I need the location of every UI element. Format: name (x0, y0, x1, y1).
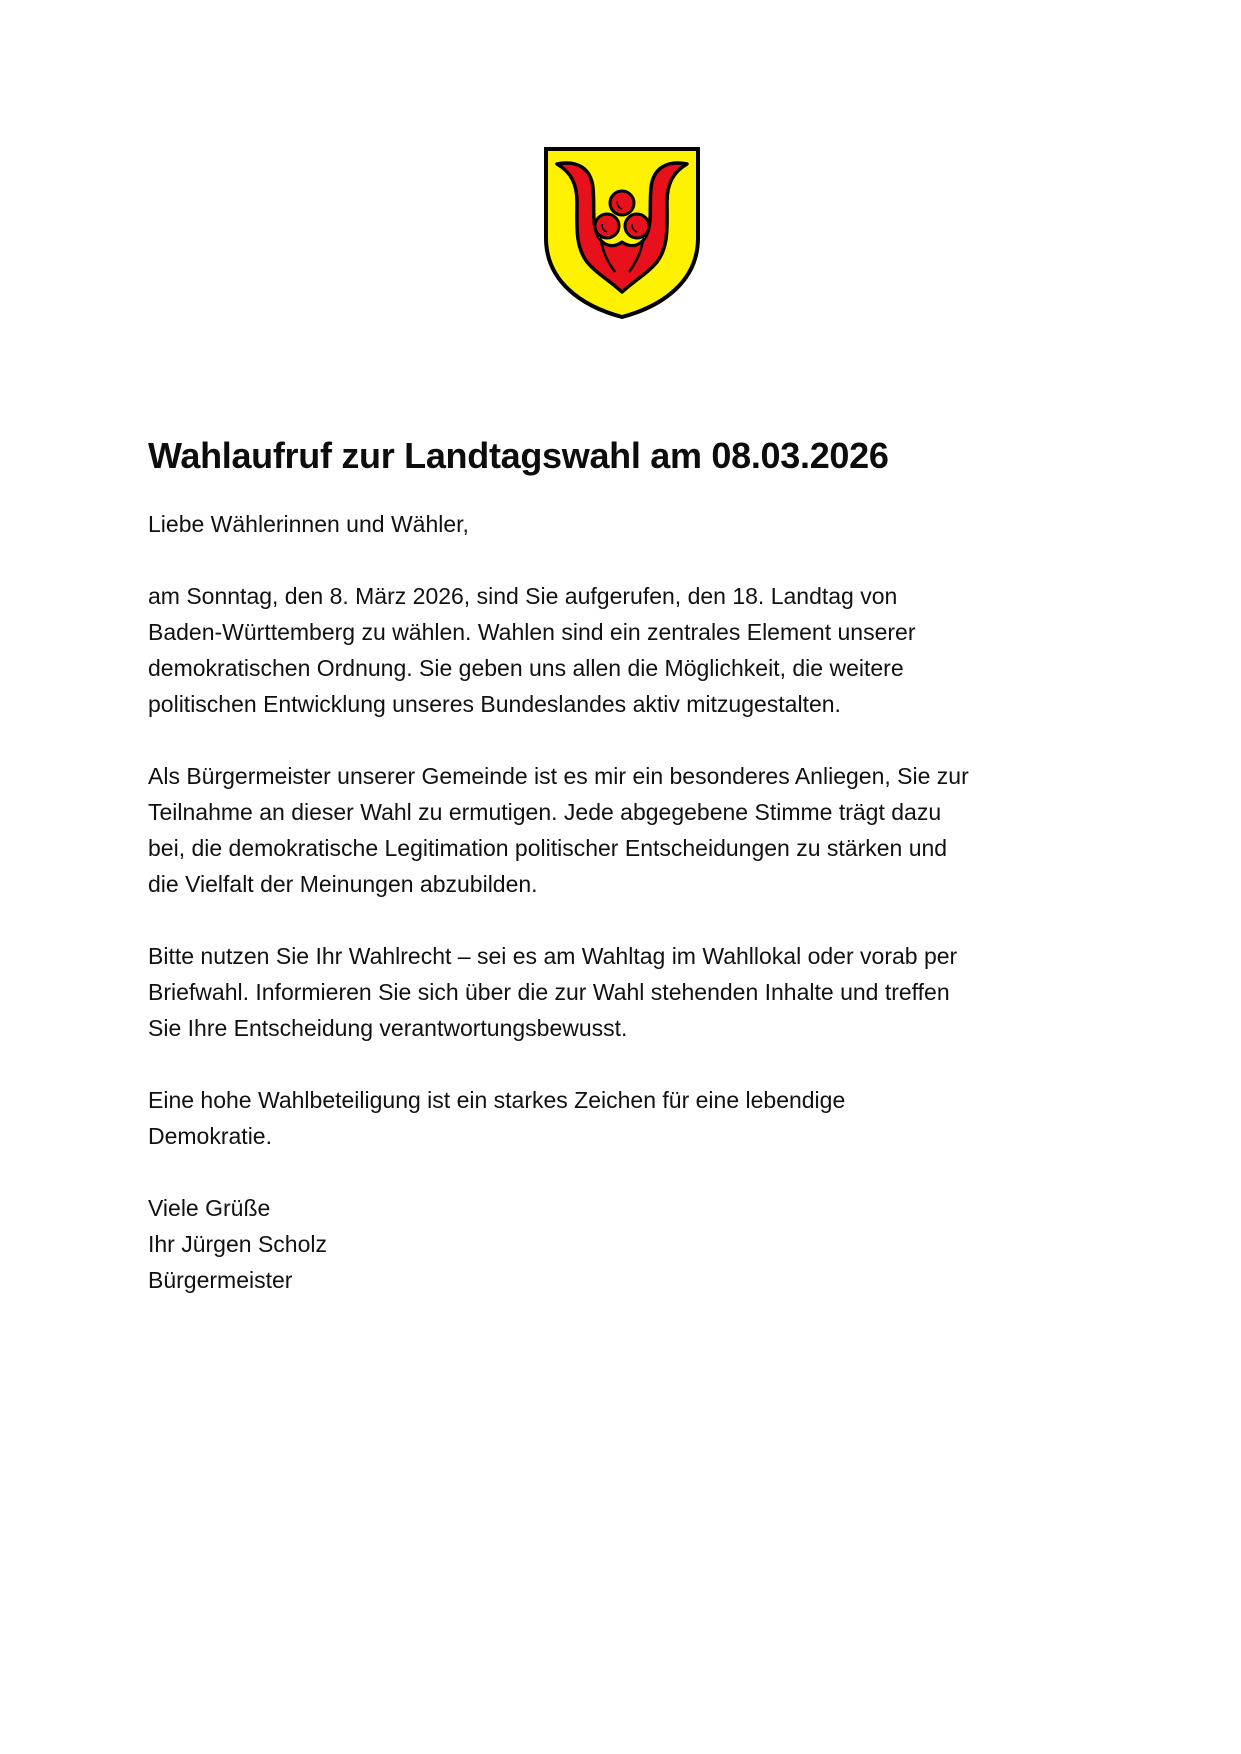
signature-block (148, 1190, 1108, 1298)
closing-text: Viele Grüße (148, 1195, 271, 1221)
paragraph-line: bei, die demokratische Legitimation politischer Entscheidungen zu stärken und (148, 835, 948, 861)
page-title: Wahlaufruf zur Landtagswahl am 08.03.2026 (148, 435, 889, 476)
paragraph-mayor-appeal (148, 758, 1108, 902)
salutation: Liebe Wählerinnen und Wähler, (148, 511, 469, 537)
paragraph-line: politischen Entwicklung unseres Bundeslandes aktiv mitzugestalten. (148, 691, 841, 717)
paragraph-election-date (148, 578, 1108, 722)
letter-body (148, 432, 1108, 1298)
coat-of-arms-icon (543, 146, 701, 320)
paragraph-line: Sie Ihre Entscheidung verantwortungsbewusst. (148, 1015, 628, 1041)
signer-name: Ihr Jürgen Scholz (148, 1231, 327, 1257)
paragraph-line: demokratischen Ordnung. Sie geben uns allen die Möglichkeit, die weitere (148, 655, 904, 681)
paragraph-line: Teilnahme an dieser Wahl zu ermutigen. Jede abgegebene Stimme trägt dazu (148, 799, 942, 825)
paragraph-voting-options (148, 938, 1108, 1046)
paragraph-line: die Vielfalt der Meinungen abzubilden. (148, 871, 538, 897)
paragraph-line: Bitte nutzen Sie Ihr Wahlrecht – sei es am Wahltag im Wahllokal oder vorab per (148, 943, 958, 969)
paragraph-line: Baden-Württemberg zu wählen. Wahlen sind ein zentrales Element unserer (148, 619, 916, 645)
paragraph-line: Briefwahl. Informieren Sie sich über die zur Wahl stehenden Inhalte und treffen (148, 979, 950, 1005)
paragraph-line: Als Bürgermeister unserer Gemeinde ist es mir ein besonderes Anliegen, Sie zur (148, 763, 969, 789)
paragraph-line: am Sonntag, den 8. März 2026, sind Sie aufgerufen, den 18. Landtag von (148, 583, 898, 609)
paragraph-line: Eine hohe Wahlbeteiligung ist ein starkes Zeichen für eine lebendige (148, 1087, 846, 1113)
paragraph-turnout (148, 1082, 1108, 1154)
paragraph-line: Demokratie. (148, 1123, 272, 1149)
signer-role: Bürgermeister (148, 1267, 293, 1293)
